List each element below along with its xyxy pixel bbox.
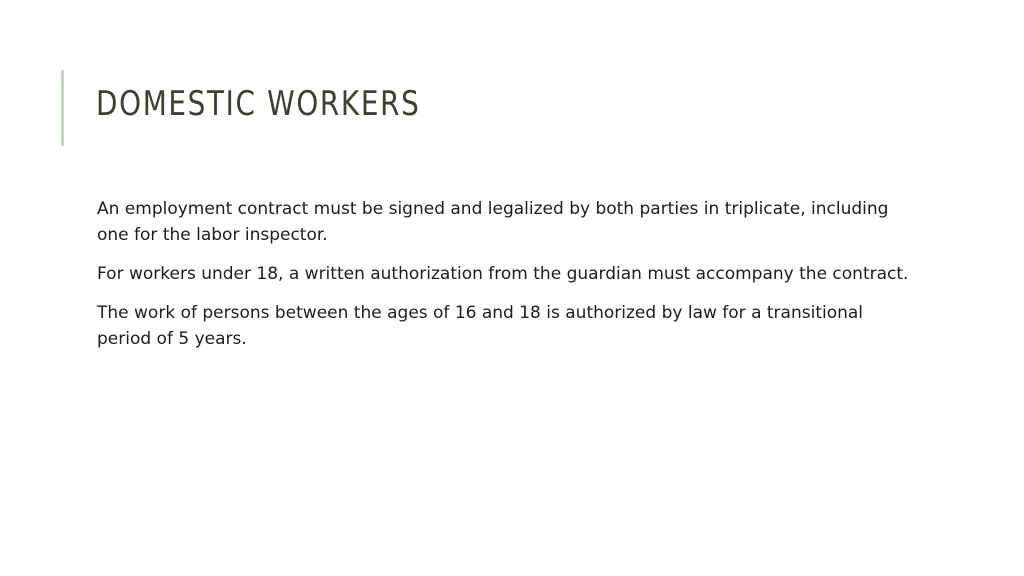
paragraph-contract: An employment contract must be signed and legalized by both parties in triplicate, including one for the labor inspector. [97, 199, 889, 245]
title-accent-bar [61, 70, 64, 146]
slide-title: DOMESTIC WORKERS [96, 84, 421, 124]
paragraph-transitional-period: The work of persons between the ages of 16 and 18 is authorized by law for a transitional period of 5 years. [97, 303, 864, 349]
slide-content [97, 196, 917, 365]
paragraph-minors-authorization: For workers under 18, a written authorization from the guardian must accompany the contract. [97, 264, 909, 284]
